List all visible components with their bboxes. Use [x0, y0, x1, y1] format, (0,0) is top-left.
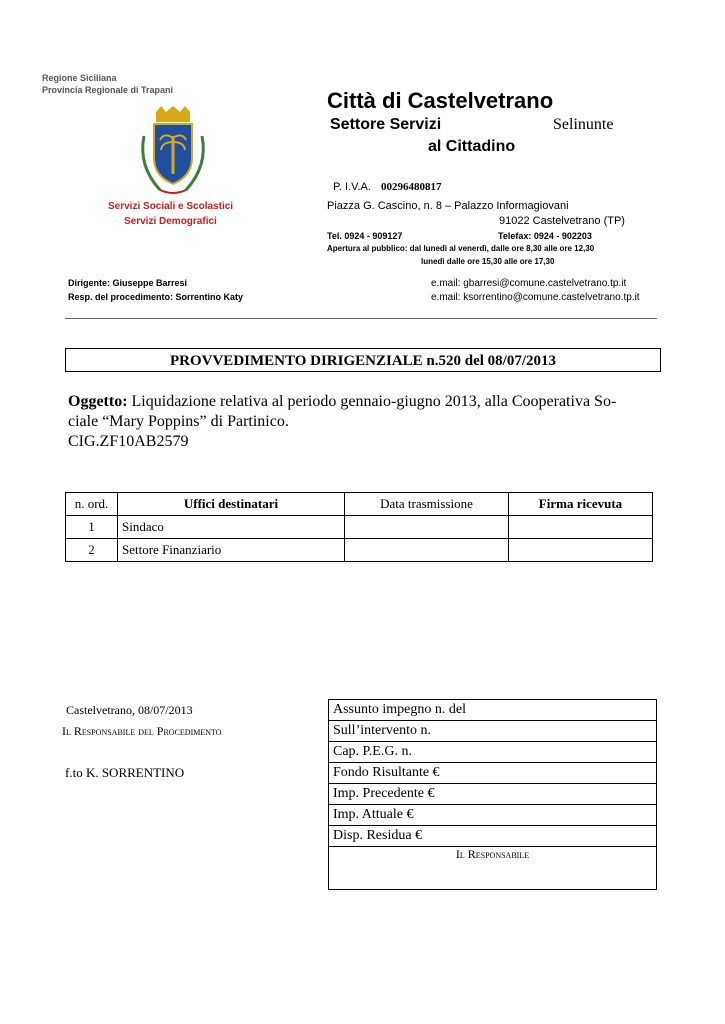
opening-hours-2: lunedì dalle ore 15,30 alle ore 17,30 [421, 257, 555, 266]
table-row [66, 516, 653, 539]
table-cell [345, 539, 509, 562]
settore-line2: al Cittadino [428, 138, 516, 155]
oggetto-line2: ciale “Mary Poppins” di Partinico. [68, 413, 289, 430]
responsabile-procedimento-label: Il Responsabile del Procedimento [62, 724, 222, 738]
telefax: Telefax: 0924 - 902203 [498, 231, 592, 241]
oggetto-cig: CIG.ZF10AB2579 [68, 433, 189, 450]
responsabile-label: Il Responsabile [455, 847, 530, 861]
signature-text: f.to K. SORRENTINO [65, 765, 185, 780]
table-cell: Sull’intervento n. [329, 721, 657, 742]
responsabile-procedimento: Resp. del procedimento: Sorrentino Katy [68, 292, 244, 302]
table-row [329, 784, 657, 805]
header-divider [65, 318, 657, 319]
table-row [66, 539, 653, 562]
region-name: Regione Siciliana [42, 73, 117, 83]
address-line2: 91022 Castelvetrano (TP) [499, 215, 625, 227]
city-title: Città di Castelvetrano [327, 88, 554, 113]
table-row [329, 700, 657, 721]
table-header: Data trasmissione [345, 493, 509, 516]
piva-label: P. I.V.A. [333, 181, 371, 193]
table-row [329, 847, 657, 890]
table-cell [509, 539, 653, 562]
destination-table [65, 492, 653, 562]
table-row [329, 721, 657, 742]
table-header: Uffici destinatari [118, 493, 345, 516]
table-cell: 2 [66, 539, 118, 562]
opening-hours-1: Apertura al pubblico: dal lunedì al venerdì, dalle ore 8,30 alle ore 12,30 [327, 244, 595, 253]
place-date: Castelvetrano, 08/07/2013 [66, 703, 193, 717]
servizi-demografici: Servizi Demografici [124, 216, 217, 227]
servizi-sociali: Servizi Sociali e Scolastici [108, 201, 234, 212]
province-name: Provincia Regionale di Trapani [42, 85, 174, 95]
email-responsabile[interactable]: e.mail: ksorrentino@comune.castelvetrano.tp.it [431, 292, 640, 303]
table-cell: Disp. Residua € [329, 826, 657, 847]
address-line1: Piazza G. Cascino, n. 8 – Palazzo Informagiovani [327, 200, 569, 212]
table-cell: Assunto impegno n. del [329, 700, 657, 721]
table-cell [345, 516, 509, 539]
table-header: Firma ricevuta [509, 493, 653, 516]
table-row [329, 742, 657, 763]
telephone: Tel. 0924 - 909127 [327, 231, 403, 241]
table-cell: Imp. Precedente € [329, 784, 657, 805]
impegno-table [328, 699, 657, 890]
oggetto-label: Oggetto: [68, 393, 128, 410]
table-cell: 1 [66, 516, 118, 539]
table-cell: Imp. Attuale € [329, 805, 657, 826]
responsabile-signature-cell [329, 847, 657, 890]
table-row [329, 826, 657, 847]
piva-value: 00296480817 [381, 181, 442, 193]
settore-line1: Settore Servizi [330, 116, 442, 133]
oggetto-block [68, 392, 658, 452]
table-header: n. ord. [66, 493, 118, 516]
provvedimento-title: PROVVEDIMENTO DIRIGENZIALE n.520 del 08/07/2013 [65, 348, 661, 372]
table-cell: Sindaco [118, 516, 345, 539]
table-header-row [66, 493, 653, 516]
oggetto-line1: Liquidazione relativa al periodo gennaio-giugno 2013, alla Cooperativa So- [127, 393, 617, 410]
table-cell [509, 516, 653, 539]
table-cell: Cap. P.E.G. n. [329, 742, 657, 763]
table-cell: Fondo Risultante € [329, 763, 657, 784]
selinunte-label: Selinunte [553, 116, 614, 133]
dirigente: Dirigente: Giuseppe Barresi [68, 278, 188, 288]
email-dirigente[interactable]: e.mail: gbarresi@comune.castelvetrano.tp.it [431, 278, 627, 289]
table-row [329, 763, 657, 784]
table-row [329, 805, 657, 826]
coat-of-arms-emblem [134, 106, 212, 198]
table-cell: Settore Finanziario [118, 539, 345, 562]
